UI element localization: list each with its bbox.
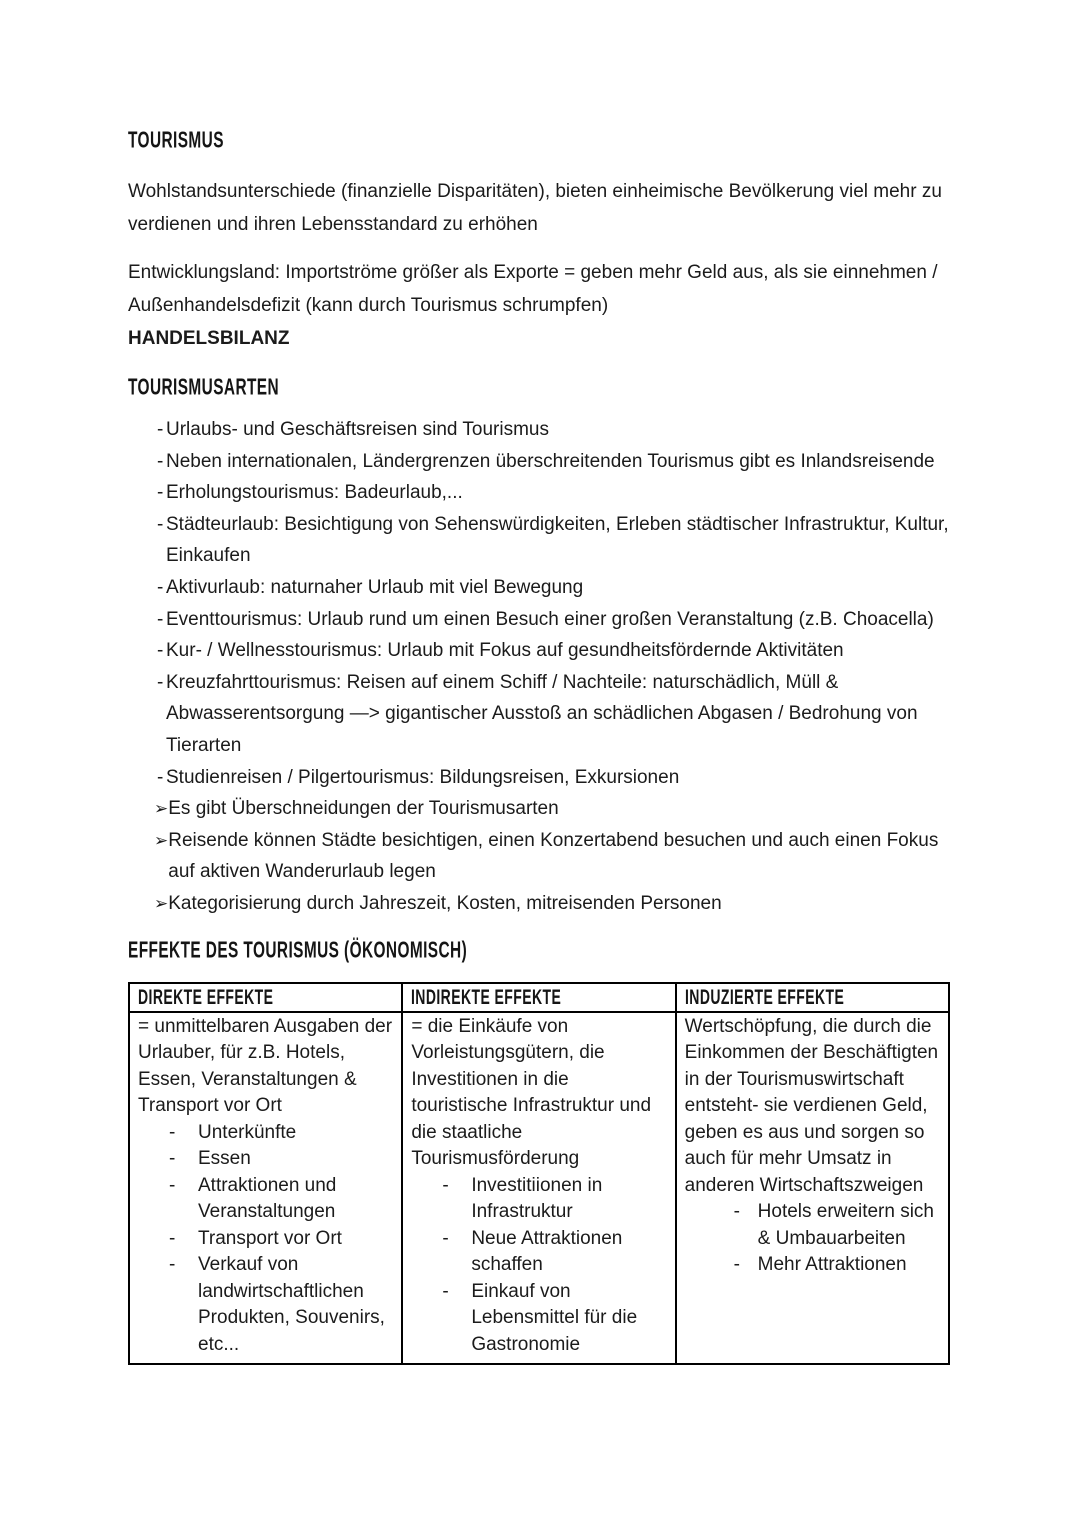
cell-bullet — [138, 1173, 393, 1226]
list-item-arrow — [128, 825, 952, 888]
list-item-text: Erholungstourismus: Badeurlaub,... — [166, 482, 463, 504]
effects-table — [128, 982, 950, 1366]
cell-bullet-text: Mehr Attraktionen — [757, 1254, 907, 1275]
list-item-text: Aktivurlaub: naturnaher Urlaub mit viel Bewegung — [166, 576, 584, 598]
list-item — [128, 477, 952, 509]
cell-intro: Wertschöpfung, die durch die Einkommen der Beschäftigten in der Tourismuswirtschaft entsteht- sie verdienen Geld, geben es aus und sorgen so auch für mehr Umsatz in anderen Wirtschaftszweigen — [684, 1015, 939, 1196]
dash-marker: - — [442, 1227, 449, 1249]
column-header-indirekte: INDIREKTE EFFEKTE — [411, 985, 562, 1009]
column-header-cell — [676, 983, 949, 1012]
dash-marker: - — [157, 419, 164, 440]
cell-bullet — [411, 1173, 666, 1226]
list-item — [128, 572, 952, 604]
cell-bullet — [685, 1252, 940, 1279]
list-item-text: Kreuzfahrttourismus: Reisen auf einem Schiff / Nachteile: naturschädlich, Müll & Abwasserentsorgung —> gigantischer Ausstoß an schädlichen Abgasen / Bedrohung von Tierarten — [166, 671, 918, 756]
tourismusarten-list — [128, 414, 952, 920]
list-item-text: Kur- / Wellnesstourismus: Urlaub mit Fokus auf gesundheitsfördernde Aktivitäten — [166, 640, 844, 662]
list-item-text: Städteurlaub: Besichtigung von Sehenswürdigkeiten, Erleben städtischer Infrastruktur, Kultur, Einkaufen — [166, 513, 949, 567]
cell-bullet-text: Essen — [198, 1148, 251, 1169]
dash-marker: - — [169, 1174, 176, 1196]
list-item-text: Eventtourismus: Urlaub rund um einen Besuch einer großen Veranstaltung (z.B. Choacella) — [166, 608, 934, 630]
section-heading-row — [128, 372, 952, 400]
cell-bullet — [138, 1226, 393, 1253]
dash-marker: - — [169, 1121, 176, 1143]
section-heading-row — [128, 935, 952, 963]
arrow-marker-icon: ➢ — [154, 799, 169, 819]
indirekte-effekte-cell — [402, 1012, 675, 1365]
cell-bullet — [685, 1199, 940, 1252]
list-item-text: Es gibt Überschneidungen der Tourismusarten — [168, 798, 559, 820]
list-item — [128, 762, 952, 794]
arrow-marker-icon: ➢ — [154, 893, 169, 913]
cell-bullet-text: Investitiionen in Infrastruktur — [471, 1174, 603, 1222]
dash-marker: - — [157, 482, 164, 504]
dash-marker: - — [157, 608, 164, 630]
page-title: TOURISMUS — [128, 126, 224, 153]
column-header-cell — [129, 983, 402, 1012]
intro-paragraph-2: Entwicklungsland: Importströme größer als Exporte = geben mehr Geld aus, als sie einnehmen / Außenhandelsdefizit (kann durch Tourismus schrumpfen) — [128, 262, 938, 316]
cell-intro: = unmittelbaren Ausgaben der Urlauber, für z.B. Hotels, Essen, Veranstaltungen & Transport vor Ort — [138, 1015, 393, 1116]
cell-bullet-text: Unterkünfte — [198, 1121, 297, 1143]
dash-marker: - — [733, 1201, 740, 1222]
dash-marker: - — [169, 1227, 176, 1249]
list-item — [128, 604, 952, 636]
list-item — [128, 635, 952, 667]
cell-bullet — [138, 1146, 393, 1173]
list-item-text: Kategorisierung durch Jahreszeit, Kosten, mitreisenden Personen — [168, 892, 722, 914]
column-header-cell — [402, 983, 675, 1012]
direkte-effekte-cell — [129, 1012, 402, 1365]
list-item-text: Urlaubs- und Geschäftsreisen sind Tourismus — [166, 419, 549, 440]
induzierte-effekte-cell — [676, 1012, 949, 1365]
document-page — [128, 122, 952, 1365]
dash-marker: - — [169, 1254, 176, 1275]
list-item — [128, 414, 952, 446]
dash-marker: - — [442, 1280, 449, 1302]
dash-marker: - — [157, 671, 164, 693]
dash-marker: - — [442, 1174, 449, 1196]
list-item-text: Neben internationalen, Ländergrenzen überschreitenden Tourismus gibt es Inlandsreisende — [166, 450, 935, 472]
list-item-text: Studienreisen / Pilgertourismus: Bildungsreisen, Exkursionen — [166, 766, 680, 788]
effects-table-header-row — [129, 983, 949, 1012]
cell-bullet — [411, 1226, 666, 1279]
list-item — [128, 667, 952, 762]
effects-table-body-row — [129, 1012, 949, 1365]
column-header-induzierte: INDUZIERTE EFFEKTE — [684, 985, 844, 1009]
dash-marker: - — [157, 450, 164, 472]
dash-marker: - — [157, 766, 164, 788]
list-item — [128, 509, 952, 572]
cell-bullet-text: Hotels erweitern sich & Umbauarbeiten — [757, 1201, 934, 1249]
handelsbilanz-label: HANDELSBILANZ — [128, 328, 290, 349]
column-header-direkte: DIREKTE EFFEKTE — [138, 985, 274, 1009]
cell-bullet-text: Einkauf von Lebensmittel für die Gastronomie — [471, 1280, 638, 1355]
cell-bullet — [411, 1279, 666, 1359]
list-item — [128, 446, 952, 478]
page-title-row — [128, 122, 952, 153]
dash-marker: - — [169, 1148, 176, 1169]
cell-bullet — [138, 1120, 393, 1147]
cell-bullet-text: Neue Attraktionen schaffen — [471, 1227, 623, 1275]
arrow-marker-icon: ➢ — [154, 830, 169, 850]
cell-bullet — [138, 1252, 393, 1358]
dash-marker: - — [157, 576, 164, 598]
intro-paragraph-2-block — [128, 256, 952, 355]
section-heading-effekte: EFFEKTE DES TOURISMUS (ÖKONOMISCH) — [128, 935, 468, 963]
section-heading-tourismusarten: TOURISMUSARTEN — [128, 373, 280, 400]
cell-bullet-text: Attraktionen und Veranstaltungen — [198, 1174, 337, 1222]
list-item-text: Reisende können Städte besichtigen, einen Konzertabend besuchen und auch einen Fokus auf aktiven Wanderurlaub legen — [168, 829, 939, 883]
dash-marker: - — [157, 513, 164, 535]
dash-marker: - — [733, 1254, 740, 1275]
dash-marker: - — [157, 640, 164, 662]
intro-paragraph-1: Wohlstandsunterschiede (finanzielle Disparitäten), bieten einheimische Bevölkerung viel mehr zu verdienen und ihren Lebensstandard zu erhöhen — [128, 181, 942, 235]
cell-bullet-text: Verkauf von landwirtschaftlichen Produkten, Souvenirs, etc... — [198, 1254, 385, 1355]
cell-intro: = die Einkäufe von Vorleistungsgütern, die Investitionen in die touristische Infrastruktur und die staatliche Tourismusförderung — [411, 1015, 652, 1169]
list-item-arrow — [128, 888, 952, 920]
cell-bullet-text: Transport vor Ort — [198, 1227, 342, 1249]
list-item-arrow — [128, 793, 952, 825]
